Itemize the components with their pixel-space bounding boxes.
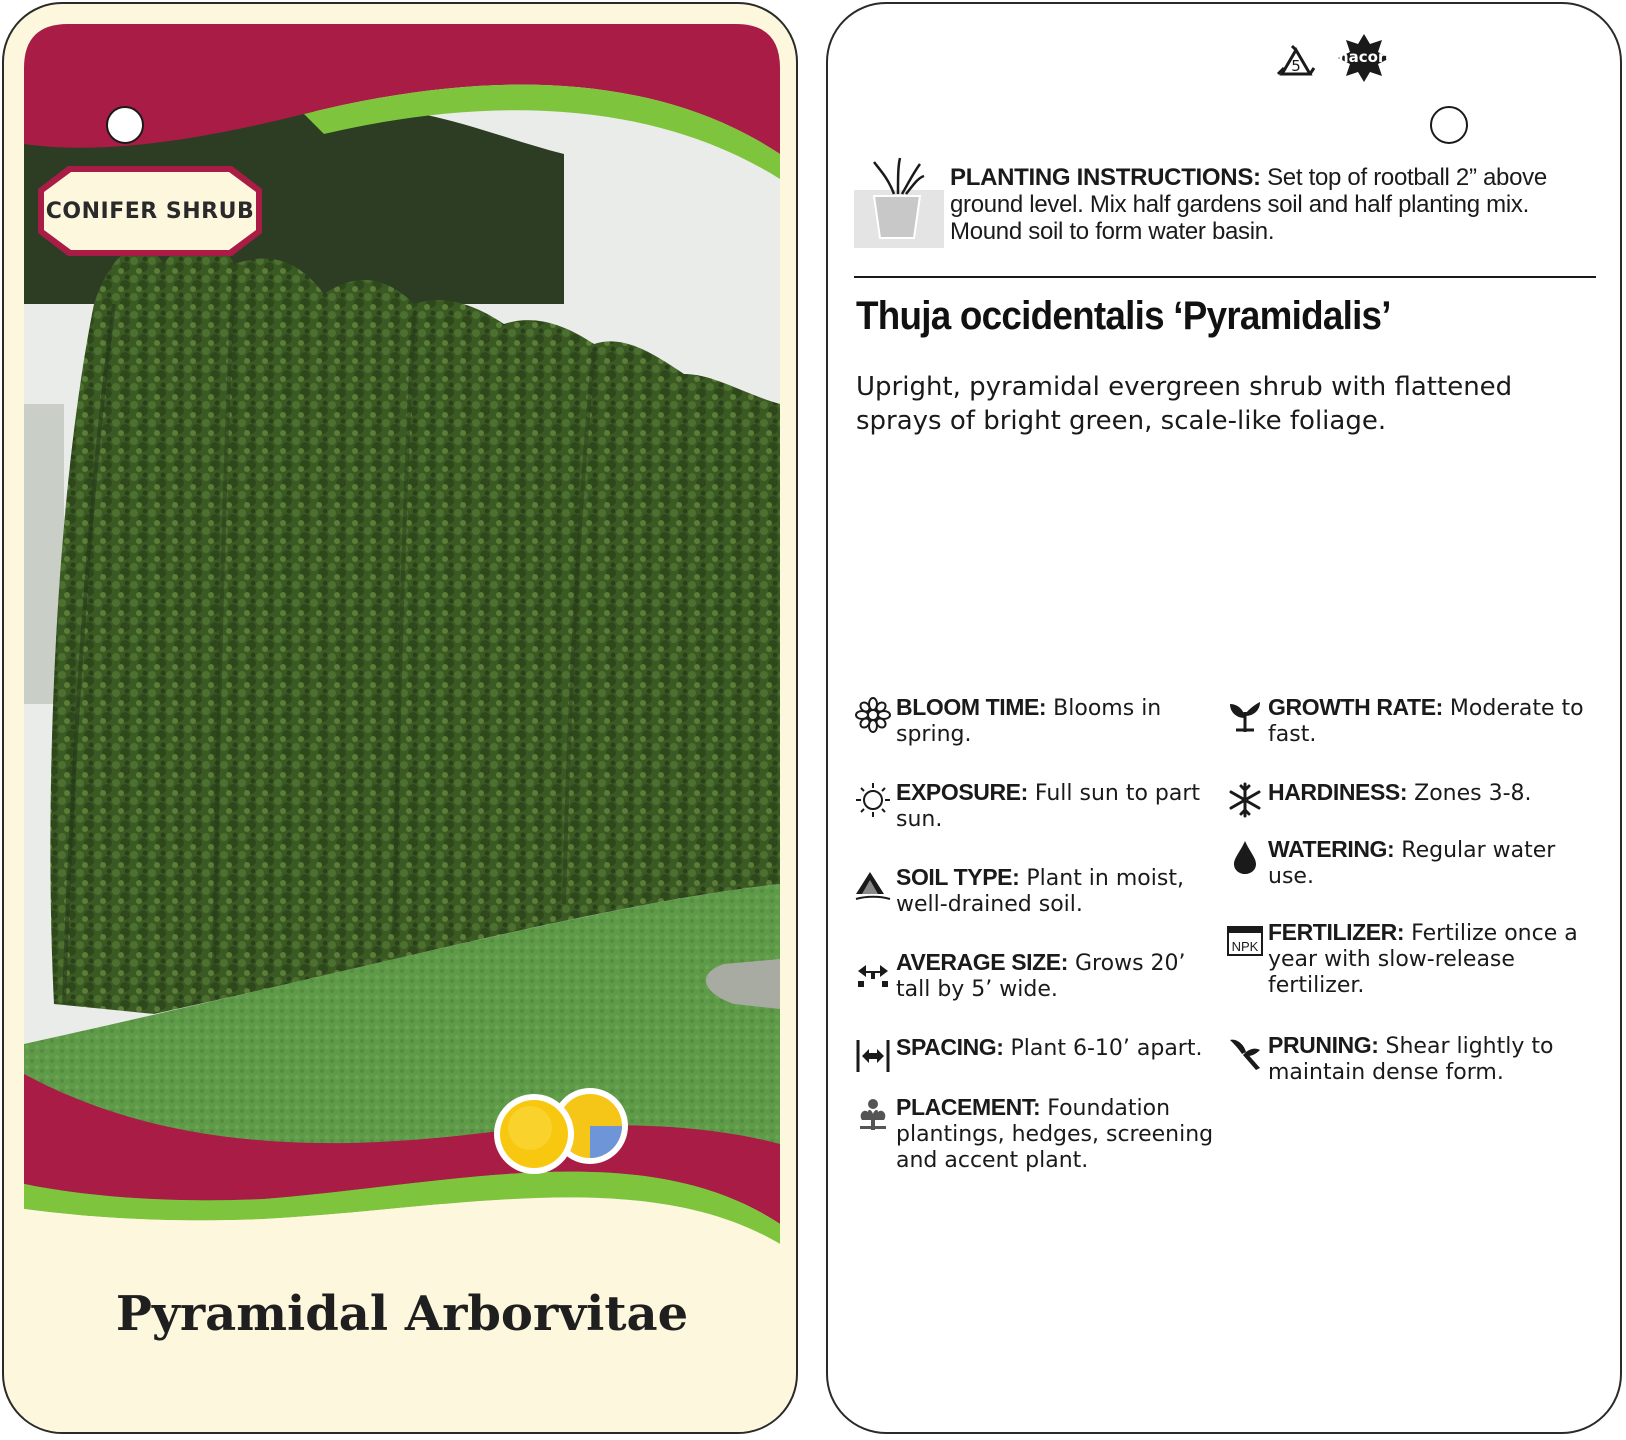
planting-body: Set top of rootball 2” above ground level. Mix half gardens soil and half planting mix. Mound soil to form water basin. [950,164,1547,245]
size-icon [854,951,892,989]
attribute-label: HARDINESS: [1268,779,1408,805]
attribute-value: Grows 20’ tall by 5’ wide. [896,951,1186,1002]
plant-description: Upright, pyramidal evergreen shrub with flattened sprays of bright green, scale-like foliage. [856,372,1513,436]
attribute-value: Blooms in spring. [896,696,1162,747]
npk-icon [1226,921,1264,959]
attribute-label: SPACING: [896,1034,1004,1060]
attribute-label: SOIL TYPE: [896,864,1020,890]
recycle-number: 5 [1291,57,1301,75]
attribute-label: AVERAGE SIZE: [896,949,1069,975]
planting-text [950,164,1590,245]
sun-icon [854,781,892,819]
attribute-label: PRUNING: [1268,1032,1379,1058]
common-name: Pyramidal Arborvitae [115,1286,689,1342]
attribute-value: Plant 6-10’ apart. [1003,1036,1203,1061]
snowflake-icon [1226,781,1264,819]
planting-pot-icon [854,154,948,250]
attribute-value: Shear lightly to maintain dense form. [1268,1034,1554,1085]
sprout-icon [1226,696,1264,734]
planting-instructions [854,154,1594,254]
front-tag [2,2,798,1434]
hang-hole [1430,106,1468,144]
full-sun-icon [494,1094,574,1174]
npk-text: NPK [1231,939,1259,954]
attribute-label: FERTILIZER: [1268,919,1405,945]
attribute-label: PLACEMENT: [896,1094,1041,1120]
attribute-value: Fertilize once a year with slow-release fertilizer. [1268,921,1578,998]
attribute-label: BLOOM TIME: [896,694,1047,720]
back-tag [826,2,1622,1434]
attribute-label: WATERING: [1268,836,1395,862]
botanical-name: Thuja occidentalis ‘Pyramidalis’ [856,294,1391,338]
attribute-value: Zones 3-8. [1407,781,1532,806]
pruners-icon [1226,1034,1264,1072]
attribute-value: Moderate to fast. [1268,696,1584,747]
attribute-value: Regular water use. [1268,838,1556,889]
soil-icon [854,866,892,904]
attribute-label: GROWTH RATE: [1268,694,1443,720]
divider [854,276,1596,278]
attribute-value: Full sun to part sun. [896,781,1201,832]
category-badge: CONIFER SHRUB [45,198,255,224]
attribute-value: Foundation plantings, hedges, screening and accent plant. [896,1096,1214,1173]
flower-icon [854,696,892,734]
spacing-icon [854,1036,892,1074]
planting-label: PLANTING INSTRUCTIONS: [950,164,1261,191]
hang-hole [106,106,144,144]
attribute-value: Plant in moist, well-drained soil. [896,866,1184,917]
macore-logo-text: macore [1333,48,1396,66]
placement-icon [854,1096,892,1134]
attribute-label: EXPOSURE: [896,779,1028,805]
water-drop-icon [1226,838,1264,876]
